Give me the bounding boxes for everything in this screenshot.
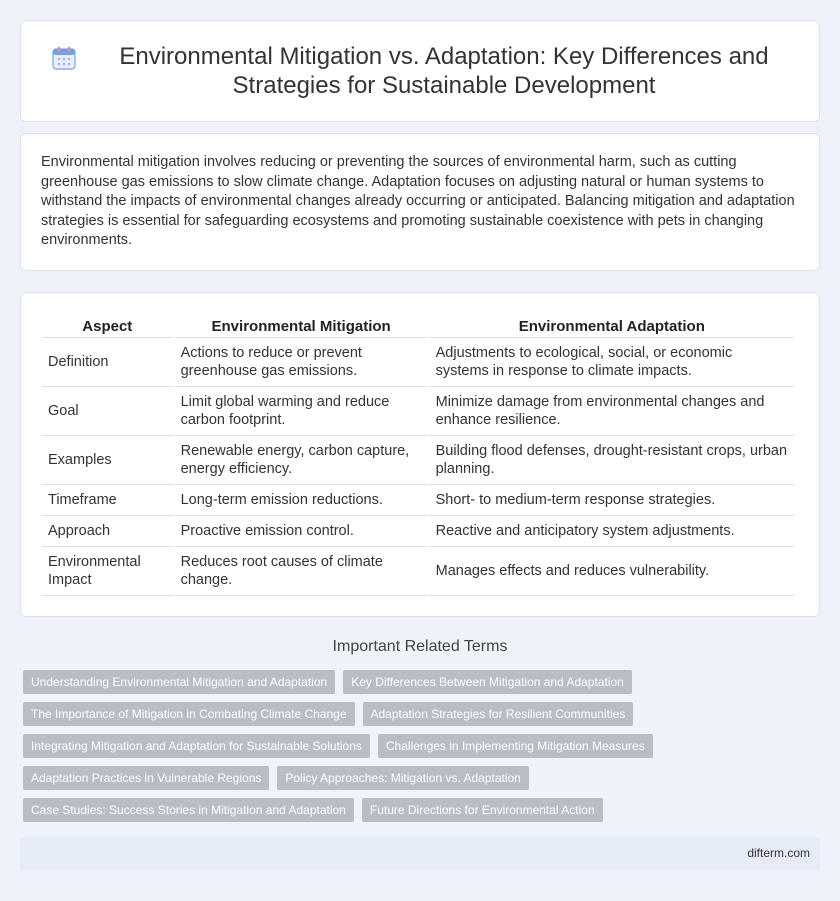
page-title: Environmental Mitigation vs. Adaptation: Key Differences and Strategies for Sustainable Development <box>119 43 769 99</box>
comparison-card <box>20 292 820 617</box>
table-row <box>42 387 794 436</box>
table-row <box>42 516 794 547</box>
cell-mitigation: Actions to reduce or prevent greenhouse gas emissions. <box>175 338 428 387</box>
related-term-tag[interactable]: Key Differences Between Mitigation and Adaptation <box>343 670 632 694</box>
cell-aspect: Approach <box>42 516 173 547</box>
cell-adaptation: Manages effects and reduces vulnerability. <box>430 547 794 596</box>
cell-aspect: Environmental Impact <box>42 547 173 596</box>
header-aspect: Aspect <box>42 315 173 338</box>
related-term-tag[interactable]: Future Directions for Environmental Action <box>362 798 603 822</box>
footer <box>20 837 820 870</box>
cell-aspect: Examples <box>42 436 173 485</box>
related-term-tag[interactable]: Case Studies: Success Stories in Mitigation and Adaptation <box>23 798 354 822</box>
cell-mitigation: Renewable energy, carbon capture, energy efficiency. <box>175 436 428 485</box>
table-row <box>42 547 794 596</box>
cell-aspect: Definition <box>42 338 173 387</box>
header-mitigation: Environmental Mitigation <box>175 315 428 338</box>
cell-mitigation: Proactive emission control. <box>175 516 428 547</box>
cell-mitigation: Reduces root causes of climate change. <box>175 547 428 596</box>
cell-adaptation: Minimize damage from environmental changes and enhance resilience. <box>430 387 794 436</box>
cell-aspect: Goal <box>42 387 173 436</box>
cell-adaptation: Building flood defenses, drought-resistant crops, urban planning. <box>430 436 794 485</box>
related-term-tag[interactable]: Understanding Environmental Mitigation and Adaptation <box>23 670 335 694</box>
table-row <box>42 338 794 387</box>
related-term-tag[interactable]: Adaptation Strategies for Resilient Communities <box>363 702 634 726</box>
header-adaptation: Environmental Adaptation <box>430 315 794 338</box>
related-terms-title: Important Related Terms <box>332 638 508 655</box>
related-term-tag[interactable]: The Importance of Mitigation in Combating Climate Change <box>23 702 355 726</box>
related-term-tag[interactable]: Challenges in Implementing Mitigation Measures <box>378 734 653 758</box>
calendar-icon <box>51 45 77 71</box>
header-card <box>20 20 820 122</box>
cell-adaptation: Short- to medium-term response strategies. <box>430 485 794 516</box>
related-term-tag[interactable]: Integrating Mitigation and Adaptation for Sustainable Solutions <box>23 734 370 758</box>
table-row <box>42 436 794 485</box>
cell-mitigation: Long-term emission reductions. <box>175 485 428 516</box>
cell-adaptation: Reactive and anticipatory system adjustments. <box>430 516 794 547</box>
footer-site-link[interactable]: difterm.com <box>747 846 810 860</box>
related-term-tag[interactable]: Adaptation Practices in Vulnerable Regions <box>23 766 269 790</box>
cell-aspect: Timeframe <box>42 485 173 516</box>
cell-adaptation: Adjustments to ecological, social, or economic systems in response to climate impacts. <box>430 338 794 387</box>
comparison-table <box>40 315 796 596</box>
table-header-row <box>42 315 794 338</box>
table-row <box>42 485 794 516</box>
related-terms-list <box>23 670 823 830</box>
cell-mitigation: Limit global warming and reduce carbon footprint. <box>175 387 428 436</box>
related-term-tag[interactable]: Policy Approaches: Mitigation vs. Adaptation <box>277 766 528 790</box>
intro-paragraph: Environmental mitigation involves reducing or preventing the sources of environmental harm, such as cutting greenhouse gas emissions to slow climate change. Adaptation focuses on adjusting natural or human systems to withstand the impacts of environmental changes already occurring or anticipated. Balancing mitigation and adaptation strategies is essential for safeguarding ecosystems and promoting sustainable coexistence with pets in changing environments. <box>41 154 795 249</box>
intro-card <box>20 133 820 271</box>
